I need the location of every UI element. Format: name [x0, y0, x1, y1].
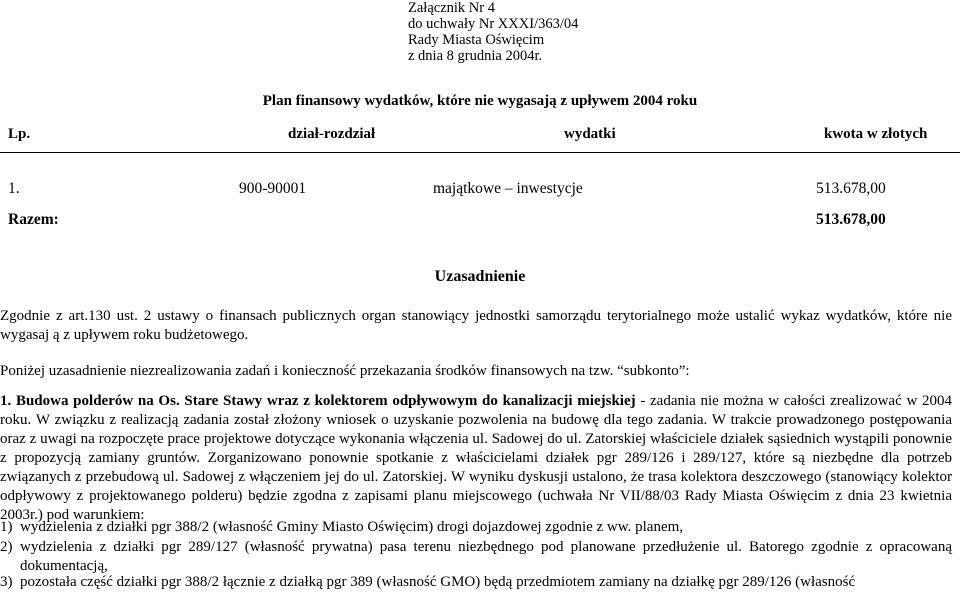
council-name: Rady Miasta Oświęcim	[408, 32, 545, 48]
column-header-lp: Lp.	[8, 126, 31, 142]
list-item	[0, 538, 952, 576]
list-item-number: 2)	[0, 539, 13, 555]
paragraph-task-description	[0, 392, 952, 525]
task-title: 1. Budowa polderów na Os. Stare Stawy wraz z kolektorem odpływowym do kanalizacji miejskiej	[0, 393, 636, 409]
resolution-number: do uchwały Nr XXXI/363/04	[408, 16, 579, 32]
column-header-section: dział-rozdział	[288, 126, 376, 142]
paragraph-intro: Poniżej uzasadnienie niezrealizowania zadań i konieczność przekazania środków finansowych na tzw. “subkonto”:	[0, 363, 690, 379]
list-item-text: wydzielenia z działki pgr 388/2 (własność Gminy Miasto Oświęcim) drogi dojazdowej zgodnie z ww. planem,	[20, 519, 684, 535]
attachment-header	[408, 0, 578, 64]
row-amount: 513.678,00	[816, 180, 886, 197]
column-header-expenses: wydatki	[564, 126, 616, 142]
task-details: - zadania nie można w całości zrealizować w 2004 roku. W związku z realizacją zadania został złożony wniosek o uzyskanie pozwolenia na budowę dla tego zadania. W trakcie prowadzonego postępowania oraz z uwagi na rozpoczęte prace projektowe dotyczące wykonania włączenia ul. Sadowej do ul. Zatorskiej właściciele działek sąsiednich wystąpili ponownie z propozycją zamiany gruntów. Zorganizowano ponownie spotkanie z właścicielami działek pgr 289/126 i 289/127, które są niezbędne dla potrzeb związanych z przebudową ul. Sadowej z włączeniem jej do ul. Zatorskiej. W wyniku dyskusji ustalono, że trasa kolektora deszczowego (stanowiący kolektor odpływowy z projektowanego polderu) będzie zgodna z zapisami planu miejscowego (uchwała Nr VII/88/03 Rady Miasta Oświęcim z dnia 23 kwietnia 2003r.) pod warunkiem:	[0, 393, 952, 523]
row-section: 900-90001	[239, 180, 307, 197]
total-label: Razem:	[8, 211, 59, 228]
row-lp: 1.	[8, 180, 20, 197]
row-expenses: majątkowe – inwestycje	[433, 180, 583, 197]
list-item	[0, 573, 952, 592]
list-item	[0, 518, 952, 537]
attachment-number: Załącznik Nr 4	[408, 0, 495, 16]
list-item-text: wydzielenia z działki pgr 289/127 (własność prywatna) pasa terenu niezbędnego pod planowane przedłużenie ul. Batorego zgodnie z opracowaną dokumentacją,	[20, 539, 952, 574]
section-title: Uzasadnienie	[434, 268, 526, 285]
column-header-amount: kwota w złotych	[824, 126, 928, 142]
list-item-text: pozostała część działki pgr 388/2 łącznie z działką pgr 389 (własność GMO) będą przedmiotem zamiany na działkę pgr 289/126 (własność	[20, 574, 856, 590]
page-title: Plan finansowy wydatków, które nie wygasają z upływem 2004 roku	[262, 93, 698, 109]
header-divider	[0, 152, 960, 153]
total-value: 513.678,00	[816, 211, 886, 228]
resolution-date: z dnia 8 grudnia 2004r.	[408, 48, 543, 64]
list-item-number: 1)	[0, 519, 13, 535]
paragraph-legal-basis: Zgodnie z art.130 ust. 2 ustawy o finansach publicznych organ stanowiący jednostki samorządu terytorialnego może ustalić wykaz wydatków, które nie wygasaj ą z upływem roku budżetowego.	[0, 308, 952, 343]
list-item-number: 3)	[0, 574, 13, 590]
